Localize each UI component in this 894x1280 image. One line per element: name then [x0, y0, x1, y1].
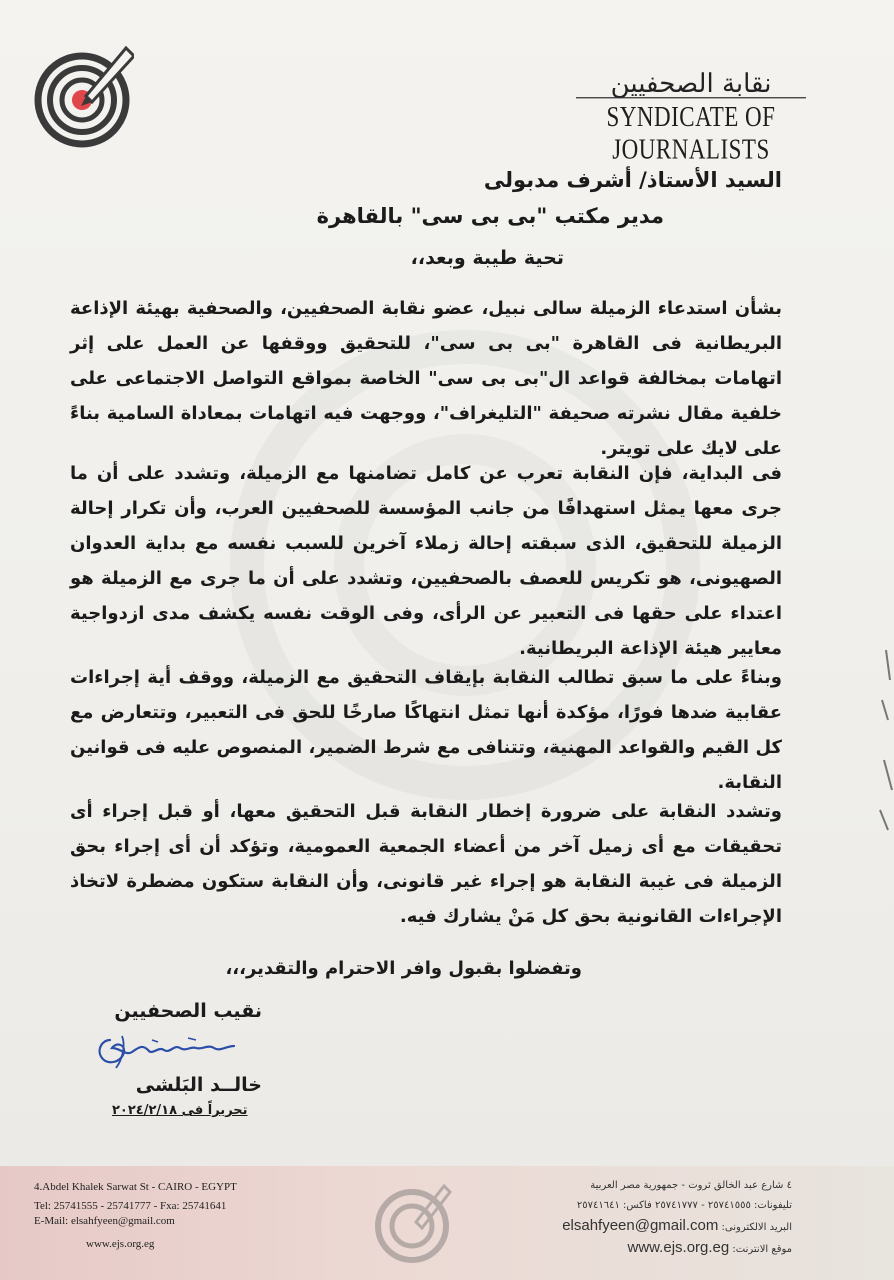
addressee-title: مدير مكتب "بى بى سى" بالقاهرة — [316, 204, 664, 228]
letterhead — [576, 66, 806, 165]
syndicate-logo-icon — [34, 40, 134, 150]
handwritten-signature — [92, 1026, 252, 1072]
signatory-title: نقيب الصحفيين — [114, 1000, 262, 1022]
paragraph-2: فى البداية، فإن النقابة تعرب عن كامل تضامنها مع الزميلة، وتشدد على أن ما جرى معها يمثل استهدافًا من جانب المؤسسة للصحفيين العرب، وأن تكرار إحالة الزميلة للتحقيق، الذى سبقته إحالة زملاء آخرين للسبب نفسه مع بداية العدوان الصهيونى، هو تكريس للعصف بالصحفيين، وتشدد على أن ما جرى مع الزميلة هو اعتداء على حقها فى التعبير عن الرأى، وفى الوقت نفسه يكشف مدى ازدواجية معايير هيئة الإذاعة البريطانية. — [70, 463, 782, 659]
paragraph-1: بشأن استدعاء الزميلة سالى نبيل، عضو نقابة الصحفيين، والصحفية بهيئة الإذاعة البريطانية فى القاهرة "بى بى سى"، للتحقيق ووقفها عن العمل على إثر اتهامات بمخالفة قواعد ال"بى بى سى" الخاصة بمواقع التواصل الاجتماعى على خلفية مقال نشرته صحيفة "التليغراف"، ووجهت فيه اتهامات بمعاداة السامية بناءً على لايك على تويتر. — [70, 298, 782, 459]
footer-web-ar: www.ejs.org.eg — [627, 1239, 730, 1256]
letterhead-arabic-name: نقابة الصحفيين — [610, 69, 772, 99]
footer-phones-en: Tel: 25741555 - 25741777 - Fxa: 25741641 — [34, 1200, 227, 1212]
letterhead-english-name: SYNDICATE OF JOURNALISTS — [576, 97, 806, 166]
paragraph-3: وبناءً على ما سبق تطالب النقابة بإيقاف التحقيق مع الزميلة، ووقف أية إجراءات عقابية ضدها فورًا، مؤكدة أنها تمثل انتهاكًا صارخًا للحق فى التعبير، وتتعارض مع كل القيم والقواعد المهنية، وتتنافى مع شرط الضمير، المنصوص عليه فى قوانين النقابة. — [70, 667, 782, 793]
footer-web-en: www.ejs.org.eg — [86, 1238, 155, 1250]
letter-date: تحريراً فى ٢٠٢٤/٢/١٨ — [112, 1103, 248, 1118]
footer-email-ar-row — [492, 1216, 792, 1238]
footer-web-label-ar: موقع الانترنت: — [732, 1244, 792, 1255]
closing-line: وتفضلوا بقبول وافر الاحترام والتقدير،،، — [225, 958, 582, 979]
footer-email-en: E-Mail: elsahfyeen@gmail.com — [34, 1215, 175, 1227]
footer-arabic — [492, 1176, 792, 1260]
addressee-name: السيد الأستاذ/ أشرف مدبولى — [483, 168, 782, 192]
footer-email-ar: elsahfyeen@gmail.com — [562, 1217, 719, 1234]
edge-shadow-marks — [868, 640, 894, 840]
footer-web-ar-row — [492, 1238, 792, 1260]
footer-email-label-ar: البريد الالكترونى: — [721, 1222, 792, 1233]
footer-address-ar: ٤ شارع عبد الخالق ثروت - جمهورية مصر العربية — [590, 1180, 792, 1191]
footer-logo-icon — [372, 1174, 452, 1274]
signatory-name: خالــد البَلشى — [135, 1074, 262, 1096]
footer-english — [34, 1178, 237, 1254]
footer — [0, 1166, 894, 1280]
greeting: تحية طيبة وبعد،، — [410, 247, 564, 269]
footer-phones-ar: تليفونات: ٢٥٧٤١٥٥٥ - ٢٥٧٤١٧٧٧ فاكس: ٢٥٧٤١٦٤١ — [576, 1200, 792, 1211]
paragraph-4: وتشدد النقابة على ضرورة إخطار النقابة قبل التحقيق معها، أو قبل إجراء أى تحقيقات مع أى زميل آخر من أعضاء الجمعية العمومية، وتؤكد أن أى إجراء بحق الزميلة فى غيبة النقابة هو إجراء غير قانونى، وأن النقابة ستكون مضطرة لاتخاذ الإجراءات القانونية بحق كل مَنْ يشارك فيه. — [70, 801, 782, 927]
footer-address-en: 4.Abdel Khalek Sarwat St - CAIRO - EGYPT — [34, 1181, 237, 1193]
